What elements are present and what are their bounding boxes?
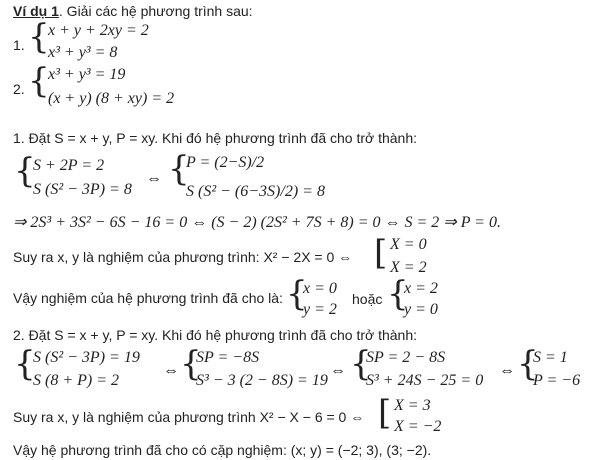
sol-b-y: y = 0 [404, 301, 438, 318]
roots-1-x2: X = 2 [390, 259, 427, 276]
problem-2-eq2: (x + y) (8 + xy) = 2 [48, 90, 175, 107]
problem-2-number: 2. [13, 81, 25, 97]
roots-1-bracket: [ [374, 233, 388, 273]
sol-a-brace: { [286, 274, 308, 314]
solution-2-suy-ra: Suy ra x, y là nghiệm của phương trình X² − X − 6 = 0 ⇔ [13, 409, 365, 425]
sys-a-eq1: S + 2P = 2 [33, 157, 105, 174]
problem-2-brace: { [28, 61, 50, 101]
sys2-1-eq2: S (8 + P) = 2 [33, 372, 120, 389]
sys-a-brace: { [14, 151, 36, 191]
example-title: Ví dụ 1 [13, 3, 59, 19]
solution-1-suy-ra: Suy ra x, y là nghiệm của phương trình: X² − 2X = 0 ⇔ [13, 249, 353, 265]
sys2-3-eq1: SP = 2 − 8S [366, 349, 446, 366]
sys2-4-brace: { [517, 344, 539, 384]
problem-1-eq2: x³ + y³ = 8 [48, 44, 118, 61]
sys2-2-brace: { [180, 344, 202, 384]
sys-b-eq1: P = (2−S)/2 [186, 154, 265, 171]
solution-1-vay: Vậy nghiệm của hệ phương trình đã cho là: [13, 290, 283, 306]
equivalence-arrow-4: ⇔ [499, 362, 515, 379]
sys2-4-eq2: P = −6 [533, 372, 581, 389]
sol-b-brace: { [387, 274, 409, 314]
hoac-label: hoặc [352, 291, 383, 307]
equivalence-arrow: ⇔ [146, 170, 162, 187]
sys2-2-eq2: S³ − 3 (2 − 8S) = 19 [196, 372, 328, 389]
roots-2-bracket: [ [378, 393, 392, 433]
sol-a-y: y = 2 [303, 301, 337, 318]
sys-b-brace: { [168, 149, 190, 189]
sys2-3-eq2: S³ + 24S − 25 = 0 [366, 372, 484, 389]
equivalence-arrow-2: ⇔ [163, 362, 179, 379]
solution-2-intro: 2. Đặt S = x + y, P = xy. Khi đó hệ phương trình đã cho trở thành: [13, 327, 418, 343]
problem-1-brace: { [28, 17, 50, 57]
sys2-2-eq1: SP = −8S [196, 349, 260, 366]
sol-b-x: x = 2 [404, 280, 438, 297]
problem-1-number: 1. [13, 37, 25, 53]
solution-1-intro: 1. Đặt S = x + y, P = xy. Khi đó hệ phương trình đã cho trở thành: [13, 130, 418, 146]
sys2-4-eq1: S = 1 [533, 349, 568, 366]
cubic-line: ⇒ 2S³ + 3S² − 6S − 16 = 0 ⇔ (S − 2) (2S² + 7S + 8) = 0 ⇔ S = 2 ⇒ P = 0. [13, 214, 501, 231]
example-intro: . Giải các hệ phương trình sau: [58, 3, 253, 19]
sys2-1-eq1: S (S² − 3P) = 19 [33, 349, 140, 366]
sys2-1-brace: { [14, 344, 36, 384]
sys-a-eq2: S (S² − 3P) = 8 [33, 181, 132, 198]
sol-a-x: x = 0 [303, 280, 337, 297]
problem-1-eq1: x + y + 2xy = 2 [48, 22, 149, 39]
solution-2-vay: Vậy hệ phương trình đã cho có cặp nghiệm: (x; y) = (−2; 3), (3; −2). [13, 442, 432, 458]
equivalence-arrow-3: ⇔ [330, 362, 346, 379]
roots-2-x1: X = 3 [394, 397, 431, 414]
roots-1-x1: X = 0 [390, 236, 427, 253]
problem-2-eq1: x³ + y³ = 19 [48, 66, 126, 83]
sys2-3-brace: { [350, 344, 372, 384]
sys-b-eq2: S (S² − (6−3S)/2) = 8 [186, 183, 325, 200]
roots-2-x2: X = −2 [394, 418, 442, 435]
